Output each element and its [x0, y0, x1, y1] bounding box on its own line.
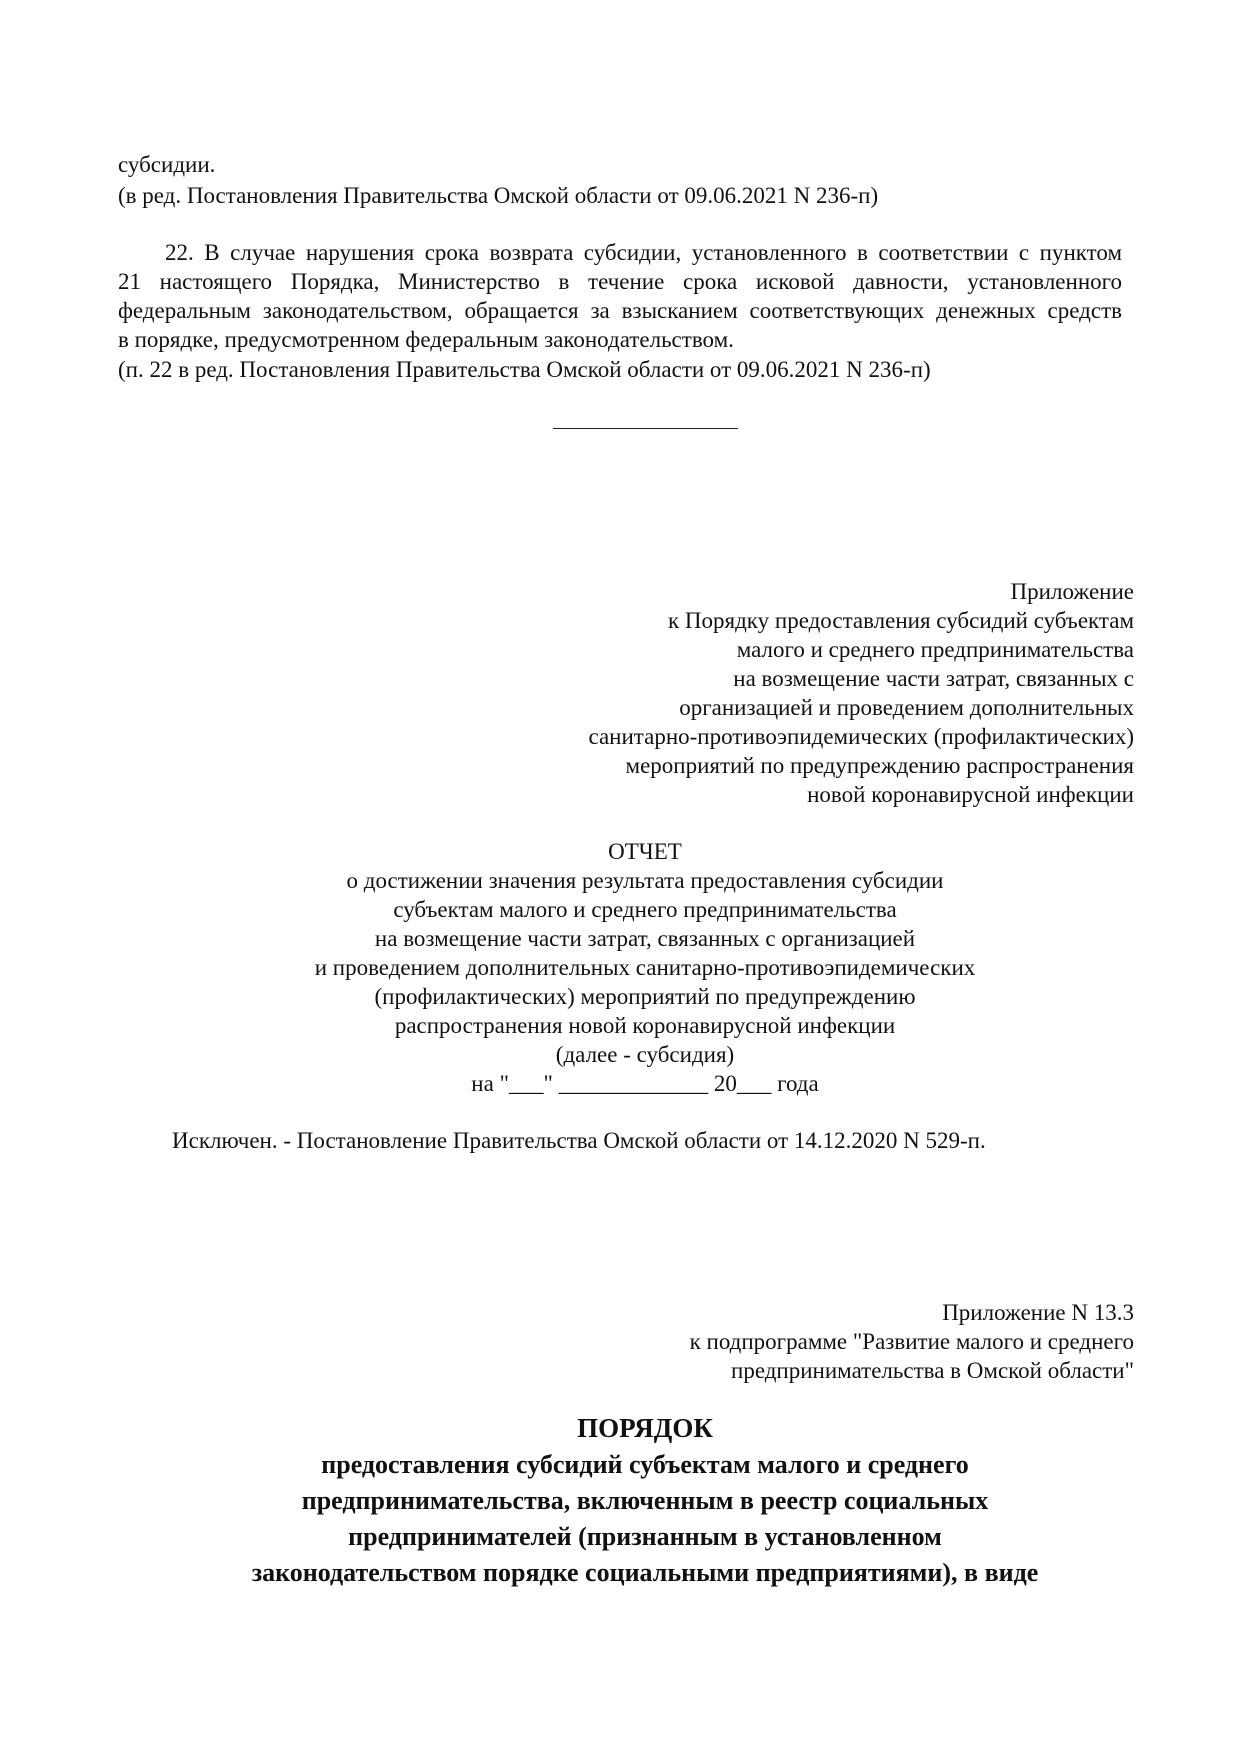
- appendix-13-3-line: к подпрограмме "Развитие малого и среднего: [689, 1329, 1134, 1354]
- report-subtitle-line: (профилактических) мероприятий по предупреждению: [374, 984, 916, 1009]
- amendment-note: (п. 22 в ред. Постановления Правительства Омской области от 09.06.2021 N 236-п): [118, 357, 931, 382]
- excluded-note: Исключен. - Постановление Правительства Омской области от 14.12.2020 N 529-п.: [172, 1128, 986, 1153]
- report-subtitle-line: распространения новой коронавирусной инфекции: [394, 1013, 896, 1038]
- paragraph-22-line: 22. В случае нарушения срока возврата субсидии, установленного в соответствии с пунктом: [165, 240, 1122, 265]
- separator-line: [553, 428, 738, 429]
- appendix-header-line: Приложение: [1010, 579, 1134, 604]
- appendix-header-line: на возмещение части затрат, связанных с: [733, 666, 1134, 691]
- report-date-line: на "___" _____________ 20___ года: [471, 1071, 819, 1096]
- appendix-header-line: санитарно-противоэпидемических (профилактических): [588, 724, 1134, 749]
- appendix-13-3-line: предпринимательства в Омской области": [731, 1358, 1134, 1383]
- appendix-header-line: организацией и проведением дополнительных: [679, 695, 1134, 720]
- order-title: ПОРЯДОК: [577, 1413, 713, 1443]
- text-line: субсидии.: [118, 152, 216, 177]
- report-subtitle-line: и проведением дополнительных санитарно-противоэпидемических: [314, 955, 976, 980]
- report-subtitle-line: (далее - субсидия): [555, 1042, 735, 1067]
- appendix-header-line: малого и среднего предпринимательства: [736, 637, 1134, 662]
- appendix-header-line: к Порядку предоставления субсидий субъектам: [667, 608, 1134, 633]
- paragraph-22-line: в порядке, предусмотренном федеральным законодательством.: [118, 327, 734, 352]
- amendment-note: (в ред. Постановления Правительства Омской области от 09.06.2021 N 236-п): [118, 183, 879, 208]
- report-subtitle-line: на возмещение части затрат, связанных с организацией: [374, 926, 916, 951]
- order-heading-line: предпринимателей (признанным в установленном: [348, 1522, 942, 1551]
- appendix-13-3-line: Приложение N 13.3: [942, 1300, 1134, 1325]
- paragraph-22-line: федеральным законодательством, обращается за взысканием соответствующих денежных средств: [118, 298, 1122, 323]
- order-heading-line: законодательством порядке социальными предприятиями), в виде: [251, 1558, 1039, 1587]
- report-subtitle-line: о достижении значения результата предоставления субсидии: [346, 868, 944, 893]
- paragraph-22-line: 21 настоящего Порядка, Министерство в течение срока исковой давности, установленного: [118, 269, 1122, 294]
- report-title: ОТЧЕТ: [608, 839, 682, 864]
- report-subtitle-line: субъектам малого и среднего предпринимательства: [393, 897, 897, 922]
- order-heading-line: предоставления субсидий субъектам малого и среднего: [321, 1450, 969, 1479]
- order-heading-line: предпринимательства, включенным в реестр социальных: [301, 1486, 989, 1515]
- appendix-header-line: новой коронавирусной инфекции: [807, 782, 1134, 807]
- appendix-header-line: мероприятий по предупреждению распространения: [625, 753, 1134, 778]
